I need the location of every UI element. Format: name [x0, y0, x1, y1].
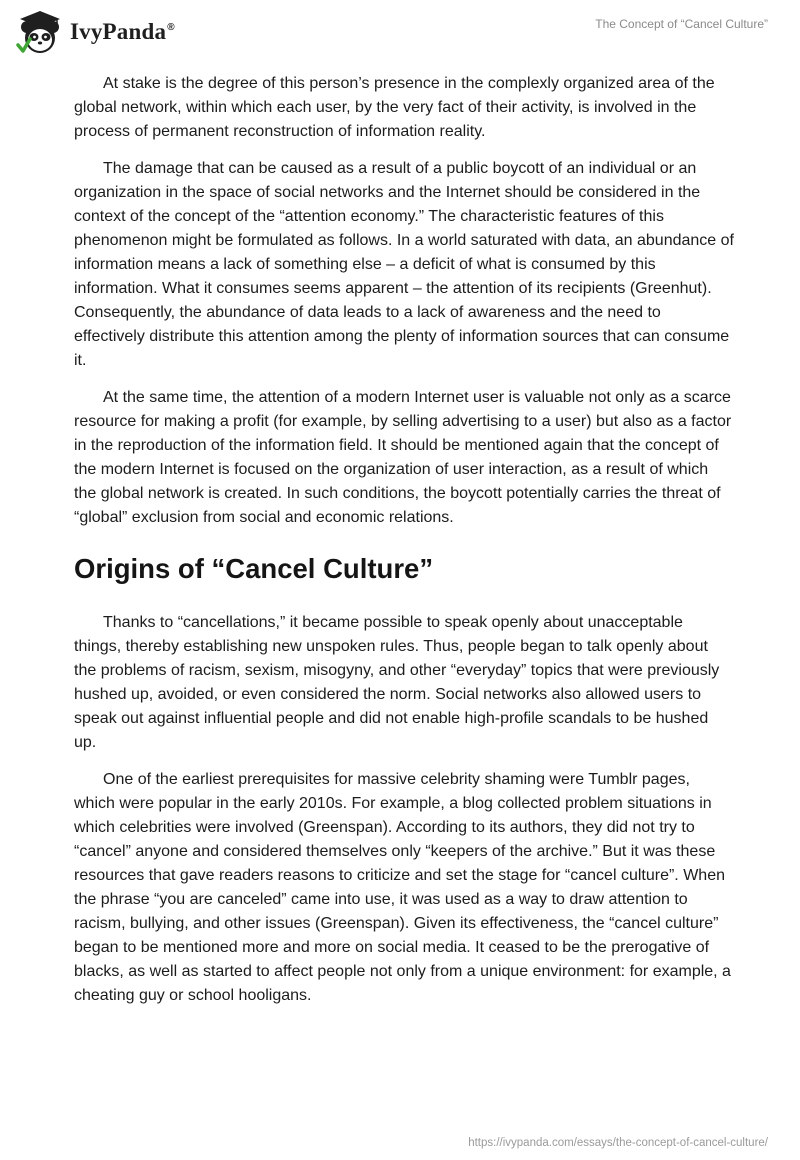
paragraph: At the same time, the attention of a modern Internet user is valuable not only as a scarce resource for making a profit (for example, by selling advertising to a user) but also as a factor in the reproduction of the information field. It should be mentioned again that the concept of the modern Internet is focused on the organization of user interaction, as a result of which the global network is created. In such conditions, the boycott potentially carries the threat of “global” exclusion from social and economic relations.: [74, 389, 732, 526]
section-heading: Origins of “Cancel Culture”: [74, 553, 434, 584]
source-url[interactable]: https://ivypanda.com/essays/the-concept-of-cancel-culture/: [468, 1137, 768, 1149]
ivypanda-logo[interactable]: [15, 8, 175, 58]
paragraph: One of the earliest prerequisites for massive celebrity shaming were Tumblr pages, which were popular in the early 2010s. For example, a blog collected problem situations in which celebrities were involved (Greenspan). According to its authors, they did not try to “cancel” anyone and considered themselves only “keepers of the archive.” But it was these resources that gave readers reasons to criticize and set the stage for “cancel culture”. When the phrase “you are canceled” came into use, it was used as a way to draw attention to racism, bullying, and other issues (Greenspan). Given its effectiveness, the “cancel culture” began to be mentioned more and more on social media. It ceased to be the prerogative of blacks, as well as started to affect people not only from a unique environment: for example, a cheating guy or school hooligans.: [74, 771, 731, 1004]
panda-graduate-icon: [15, 8, 65, 58]
brand-name: IvyPanda®: [70, 19, 175, 44]
page-header: [0, 0, 800, 66]
paragraph: The damage that can be caused as a result of a public boycott of an individual or an organization in the space of social networks and the Internet should be considered in the context of the concept of the “attention economy.” The characteristic features of this phenomenon might be formulated as follows. In a world saturated with data, an abundance of information means a lack of something else – a deficit of what is consumed by this information. What it consumes seems apparent – the attention of its recipients (Greenhut). Consequently, the abundance of data leads to a lack of awareness and the need to effectively distribute this attention among the plenty of information sources that can consume it.: [74, 160, 734, 369]
paragraph: Thanks to “cancellations,” it became possible to speak openly about unacceptable things, thereby establishing new unspoken rules. Thus, people began to talk openly about the problems of racism, sexism, misogyny, and other “everyday” topics that were previously hushed up, avoided, or even considered the norm. Social networks also allowed users to speak out against influential people and did not enable high-profile scandals to be hushed up.: [74, 614, 720, 751]
registered-mark: ®: [167, 22, 175, 34]
paragraph: At stake is the degree of this person’s presence in the complexly organized area of the global network, within which each user, by the very fact of their activity, is involved in the process of permanent reconstruction of information reality.: [74, 75, 715, 140]
document-title: The Concept of “Cancel Culture”: [595, 17, 768, 31]
essay-body: [74, 72, 734, 1021]
